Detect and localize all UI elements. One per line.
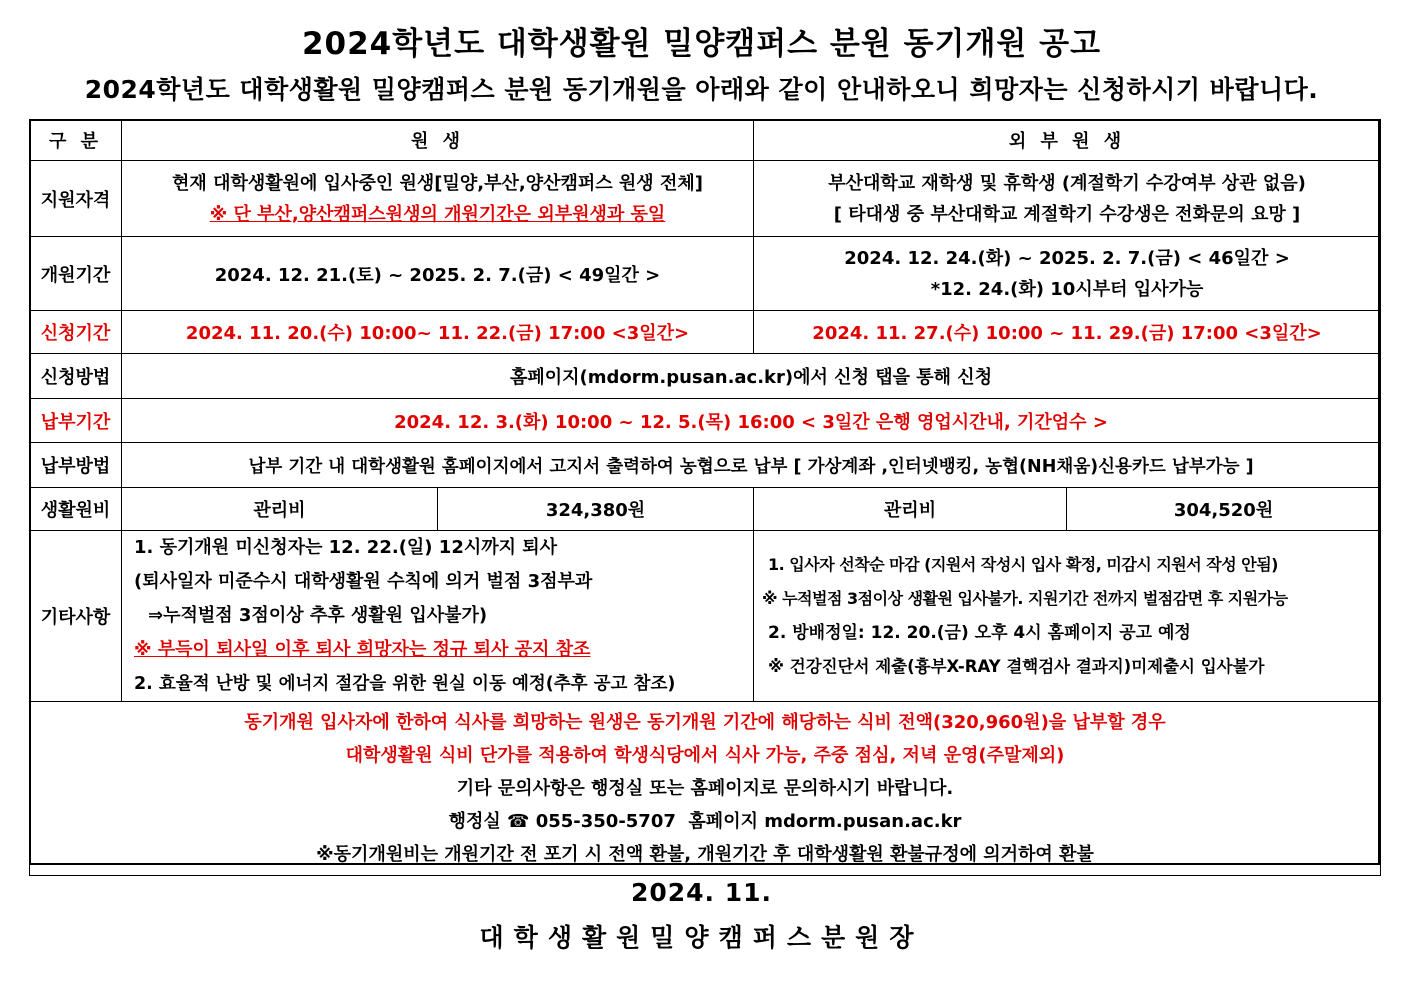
eligibility-resident (122, 161, 754, 237)
footer-note-inquiry: 기타 문의사항은 행정실 또는 홈페이지로 문의하시기 바랍니다. (456, 778, 954, 799)
signature-line: 대학생활원밀양캠퍼스분원장 (479, 923, 924, 952)
living-cost-resident-amount: 324,380원 (438, 488, 754, 531)
eligibility-external-line2: [ 타대생 중 부산대학교 계절학기 수강생은 전화문의 요망 ] (833, 203, 1301, 225)
living-cost-resident-item: 관리비 (122, 488, 438, 531)
etc-label: 기타사항 (30, 531, 122, 702)
period-row (30, 237, 1381, 311)
eligibility-external-line1: 부산대학교 재학생 및 휴학생 (계절학기 수강여부 상관 없음) (828, 172, 1306, 194)
eligibility-label: 지원자격 (30, 161, 122, 237)
living-cost-external-item: 관리비 (754, 488, 1067, 531)
eligibility-external (754, 161, 1381, 237)
etc-external-line1: 1. 입사자 선착순 마감 (지원서 작성시 입사 확정, 미감시 지원서 작성 안됨) (768, 555, 1278, 574)
footer-note-meal-1: 동기개원 입사자에 한하여 식사를 희망하는 원생은 동기개원 기간에 해당하는 식비 전액(320,960원)을 납부할 경우 (244, 712, 1166, 733)
payment-period-row (30, 399, 1381, 443)
footer-note-contact: 행정실 ☎ 055-350-5707 홈페이지 mdorm.pusan.ac.kr (448, 811, 962, 832)
notice-date: 2024. 11. (630, 878, 773, 907)
footer-note-meal-2: 대학생활원 식비 단가를 적용하여 학생식당에서 식사 가능, 주중 점심, 저녁 운영(주말제외) (345, 745, 1065, 766)
etc-resident-line2: (퇴사일자 미준수시 대학생활원 수칙에 의거 벌점 3점부과 (134, 571, 593, 592)
period-resident: 2024. 12. 21.(토) ~ 2025. 2. 7.(금) < 49일간 > (122, 237, 754, 311)
etc-resident-line4: ※ 부득이 퇴사일 이후 퇴사 희망자는 정규 퇴사 공지 참조 (134, 639, 591, 660)
etc-external (754, 531, 1381, 702)
application-period-row (30, 311, 1381, 354)
etc-resident (122, 531, 754, 702)
footer-notes-row (30, 702, 1381, 876)
application-period-label: 신청기간 (30, 311, 122, 354)
header-resident: 원 생 (122, 120, 754, 161)
notice-table (29, 119, 1381, 876)
application-period-external: 2024. 11. 27.(수) 10:00 ~ 11. 29.(금) 17:00 <3일간> (754, 311, 1381, 354)
application-method-row (30, 354, 1381, 399)
payment-method-row (30, 443, 1381, 488)
living-cost-label: 생활원비 (30, 488, 122, 531)
etc-external-line3: 2. 방배정일: 12. 20.(금) 오후 4시 홈페이지 공고 예정 (768, 623, 1191, 643)
notice-title: 2024학년도 대학생활원 밀양캠퍼스 분원 동기개원 공고 (301, 26, 1102, 62)
period-external-line2: *12. 24.(화) 10시부터 입사가능 (930, 278, 1204, 300)
application-period-resident: 2024. 11. 20.(수) 10:00~ 11. 22.(금) 17:00 <3일간> (122, 311, 754, 354)
period-external (754, 237, 1381, 311)
notice-subtitle: 2024학년도 대학생활원 밀양캠퍼스 분원 동기개원을 아래와 같이 안내하오니 희망자는 신청하시기 바랍니다. (84, 75, 1319, 104)
etc-row (30, 531, 1381, 702)
payment-period-text: 2024. 12. 3.(화) 10:00 ~ 12. 5.(목) 16:00 < 3일간 은행 영업시간내, 기간엄수 > (122, 399, 1381, 443)
etc-resident-line1: 1. 동기개원 미신청자는 12. 22.(일) 12시까지 퇴사 (134, 537, 558, 558)
etc-external-line2: ※ 누적벌점 3점이상 생활원 입사불가. 지원기간 전까지 벌점감면 후 지원가능 (762, 589, 1288, 608)
etc-resident-line3: ⇒누적벌점 3점이상 추후 생활원 입사불가) (148, 605, 488, 626)
payment-period-label: 납부기간 (30, 399, 122, 443)
application-method-text: 홈페이지(mdorm.pusan.ac.kr)에서 신청 탭을 통해 신청 (122, 354, 1381, 399)
header-row (30, 120, 1381, 161)
eligibility-resident-line2: ※ 단 부산,양산캠퍼스원생의 개원기간은 외부원생과 동일 (209, 203, 666, 225)
payment-method-text: 납부 기간 내 대학생활원 홈페이지에서 고지서 출력하여 농협으로 납부 [ 가상계좌 ,인터넷뱅킹, 농협(NH채움)신용카드 납부가능 ] (122, 443, 1381, 488)
living-cost-external-amount: 304,520원 (1067, 488, 1381, 531)
application-method-label: 신청방법 (30, 354, 122, 399)
eligibility-resident-line1: 현재 대학생활원에 입사중인 원생[밀양,부산,양산캠퍼스 원생 전체] (172, 172, 703, 194)
period-external-line1: 2024. 12. 24.(화) ~ 2025. 2. 7.(금) < 46일간 > (844, 247, 1290, 269)
etc-resident-line5: 2. 효율적 난방 및 에너지 절감을 위한 원실 이동 예정(추후 공고 참조) (134, 674, 676, 694)
footer-note-refund: ※동기개원비는 개원기간 전 포기 시 전액 환불, 개원기간 후 대학생활원 환불규정에 의거하여 환불 (316, 844, 1094, 865)
payment-method-label: 납부방법 (30, 443, 122, 488)
header-category: 구 분 (30, 120, 122, 161)
living-cost-row (30, 488, 1381, 531)
period-label: 개원기간 (30, 237, 122, 311)
etc-external-line4: ※ 건강진단서 제출(흉부X-RAY 결핵검사 결과지)미제출시 입사불가 (768, 657, 1265, 676)
eligibility-row (30, 161, 1381, 237)
header-external: 외 부 원 생 (754, 120, 1381, 161)
footer-notes (30, 702, 1381, 876)
